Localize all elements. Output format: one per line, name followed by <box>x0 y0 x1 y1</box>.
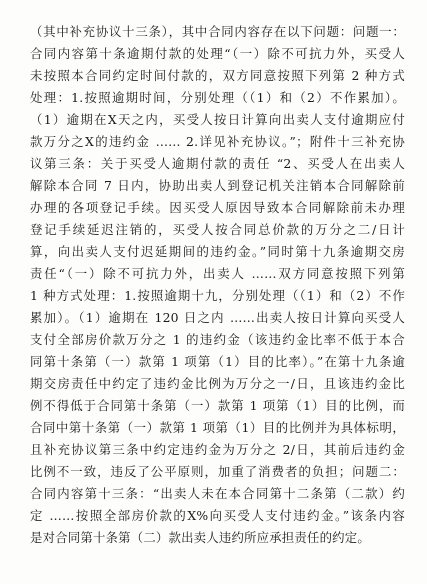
text-line: 议第三条：关于买受人逾期付款的责任 “2、买受人在出卖人 <box>30 156 405 171</box>
text-line: 例不得低于合同第十条第（一）款第 1 项第（1）目的比例，而 <box>30 398 405 413</box>
text-line: 责任“（一）除不可抗力外，出卖人 ……双方同意按照下列第 <box>30 266 405 281</box>
text-line: 期交房责任中约定了违约金比例为万分之一/日，且该违约金比 <box>30 376 405 391</box>
text-line: 且补充协议第三条中约定违约金为万分之 2/日，其前后违约金 <box>30 442 405 457</box>
text-line: 未按照本合同约定时间付款的，双方同意按照下列第 2 种方式 <box>30 68 405 83</box>
text-line: （其中补充协议十三条），其中合同内容存在以下问题：问题一： <box>30 24 405 39</box>
text-line: 合同内容第十三条：“出卖人未在本合同第十二条第（二款）约 <box>30 486 405 501</box>
text-line: 合同内容第十条逾期付款的处理“（一）除不可抗力外，买受人 <box>30 46 405 61</box>
text-line: 办理的各项登记手续。因买受人原因导致本合同解除前未办理 <box>30 200 405 215</box>
text-line: 是对合同第十条第（二）款出卖人违约所应承担责任的约定。 <box>30 530 370 545</box>
text-line: 定 ……按照全部房价款的X%向买受人支付违约金。”该条内容 <box>30 508 405 523</box>
text-line: 比例不一致，违反了公平原则，加重了消费者的负担；问题二： <box>30 464 405 479</box>
text-line: 同第十条第（一）款第 1 项第（1）目的比率）。”在第十九条逾 <box>30 354 405 369</box>
text-line: 解除本合同 7 日内，协助出卖人到登记机关注销本合同解除前 <box>30 178 405 193</box>
text-line: （1）逾期在X天之内，买受人按日计算向出卖人支付逾期应付 <box>30 112 405 127</box>
text-line: 款万分之X的违约金 …… 2.详见补充协议。”；附件十三补充协 <box>30 134 405 149</box>
text-line: 1 种方式处理：1.按照逾期十九，分别处理（（1）和（2）不作 <box>30 288 405 303</box>
text-line: 支付全部房价款万分之 1 的违约金（该违约金比率不低于本合 <box>30 332 405 347</box>
text-line: 累加）。（1）逾期在 120 日之内 ……出卖人按日计算向买受人 <box>30 310 405 325</box>
text-line: 登记手续延迟注销的，买受人按合同总价款的万分之二/日计 <box>30 222 405 237</box>
text-line: 算，向出卖人支付迟延期间的违约金。”同时第十九条逾期交房 <box>30 244 405 259</box>
text-line: 处理：1.按照逾期时间，分别处理（（1）和（2）不作累加）。 <box>30 90 405 105</box>
text-line: 合同中第十条第（一）款第 1 项第（1）目的比例并为具体标明， <box>30 420 405 435</box>
